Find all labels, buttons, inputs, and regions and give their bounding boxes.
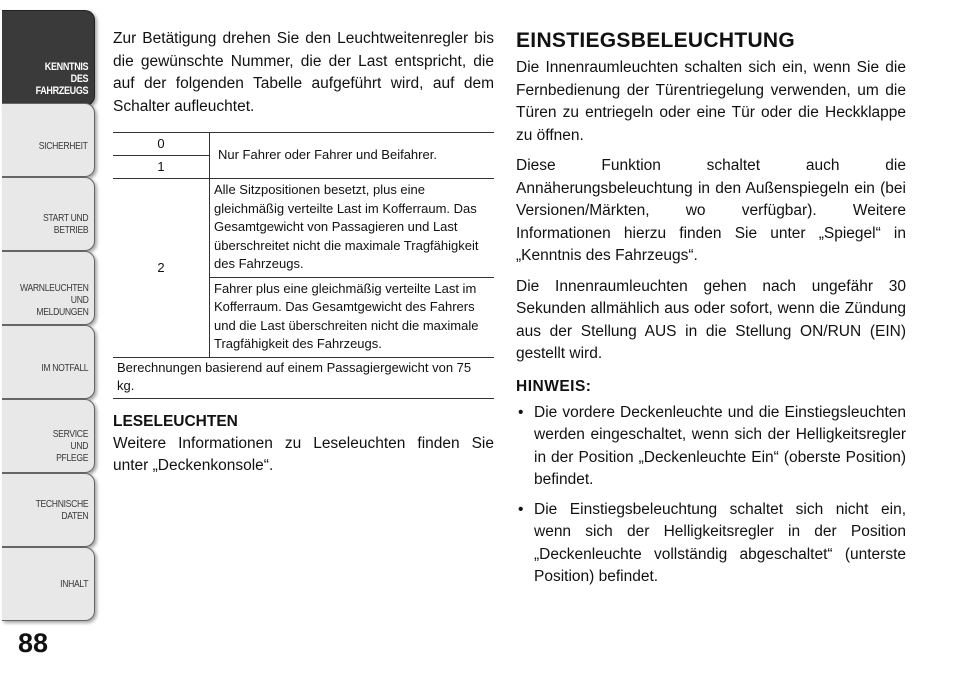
tab-label: INHALT bbox=[59, 578, 88, 590]
paragraph-3: Die Innenraumleuchten gehen nach ungefähr 30 Sekunden allmählich aus oder sofort, wenn die Zündung aus der Stellung AUS in die Stellung ON/RUN (EIN) gestellt wird. bbox=[516, 277, 906, 362]
table-cell-desc-2b: Fahrer plus eine gleichmäßig verteilte Last im Kofferraum. Das Gesamtgewicht des Fahrers und die Last überschreiten nicht die maximale Tragfähigkeit des Fahrzeugs. bbox=[210, 277, 495, 357]
table-cell-desc-01: Nur Fahrer oder Fahrer und Beifahrer. bbox=[210, 133, 495, 179]
reading-lights-paragraph: Weitere Informationen zu Leseleuchten finden Sie unter „Deckenkonsole“. bbox=[113, 434, 494, 474]
tab-im-notfall[interactable] bbox=[2, 325, 95, 399]
table-footnote: Berechnungen basierend auf einem Passagiergewicht von 75 kg. bbox=[113, 357, 494, 398]
note-list bbox=[516, 402, 906, 589]
tab-technische-daten[interactable] bbox=[2, 473, 95, 547]
tab-label: SERVICE UND PFLEGE bbox=[52, 428, 88, 464]
list-item bbox=[516, 499, 906, 589]
tab-label: SICHERHEIT bbox=[39, 140, 88, 152]
table-row bbox=[113, 133, 494, 156]
tab-label: KENNTNIS DES FAHRZEUGS bbox=[35, 61, 88, 97]
left-column bbox=[113, 28, 494, 478]
bullet-icon: • bbox=[518, 500, 524, 518]
table-cell-num-2: 2 bbox=[113, 179, 210, 358]
table-cell-num-0: 0 bbox=[113, 133, 210, 156]
table-cell-desc-2a: Alle Sitzpositionen besetzt, plus eine gleichmäßig verteilte Last im Kofferraum. Das Gesamtgewicht von Passagieren und Last überschreitet nicht die maximale Tragfähigkeit des Fahrzeugs. bbox=[210, 179, 495, 278]
bullet-icon: • bbox=[518, 403, 524, 421]
tab-label: TECHNISCHE DATEN bbox=[35, 498, 88, 522]
section-heading-leseleuchten: LESELEUCHTEN bbox=[113, 412, 238, 430]
load-table bbox=[113, 132, 494, 399]
bullet-text: Die Einstiegsbeleuchtung schaltet sich nicht ein, wenn sich der Helligkeitsregler in der Position „Deckenleuchte vollständig abgeschaltet“ (unterste Position) befindet. bbox=[534, 500, 906, 585]
tab-service-und-pflege[interactable] bbox=[2, 399, 95, 473]
table-cell-num-1: 1 bbox=[113, 156, 210, 179]
right-column bbox=[516, 28, 906, 596]
tab-label: IM NOTFALL bbox=[41, 362, 88, 374]
tab-label: WARNLEUCHTEN UND MELDUNGEN bbox=[19, 282, 88, 318]
tab-start-und-betrieb[interactable] bbox=[2, 177, 95, 251]
paragraph-1: Die Innenraumleuchten schalten sich ein, wenn Sie die Fernbedienung der Türentriegelung verwenden, um die Türen zu entriegeln oder eine Tür oder die Heckklappe zu öffnen. bbox=[516, 59, 906, 144]
list-item bbox=[516, 402, 906, 492]
note-heading: HINWEIS: bbox=[516, 377, 592, 395]
tab-kenntnis-des-fahrzeugs[interactable] bbox=[2, 10, 95, 106]
page-number: 88 bbox=[18, 628, 49, 658]
intro-paragraph: Zur Betätigung drehen Sie den Leuchtweitenregler bis die gewünschte Nummer, die der Last entspricht, die auf der folgenden Tabelle aufgeführt wird, auf dem Schalter aufleuchtet. bbox=[113, 30, 494, 115]
section-heading-einstiegsbeleuchtung: EINSTIEGSBELEUCHTUNG bbox=[516, 29, 796, 52]
table-row bbox=[113, 357, 494, 398]
tab-sicherheit[interactable] bbox=[2, 103, 95, 177]
tab-label: START UND BETRIEB bbox=[42, 212, 88, 236]
tab-warnleuchten-und-meldungen[interactable] bbox=[2, 251, 95, 325]
table-row bbox=[113, 179, 494, 278]
tab-inhalt[interactable] bbox=[2, 547, 95, 621]
paragraph-2: Diese Funktion schaltet auch die Annäherungsbeleuchtung in den Außenspiegeln ein (bei Versionen/Märkten, wo verfügbar). Weitere Informationen hierzu finden Sie unter „Spiegel“ in „Kenntnis des Fahrzeugs“. bbox=[516, 157, 906, 264]
bullet-text: Die vordere Deckenleuchte und die Einstiegsleuchten werden eingeschaltet, wenn sich der Helligkeitsregler in der Position „Deckenleuchte Ein“ (oberste Position) befindet. bbox=[534, 403, 906, 488]
